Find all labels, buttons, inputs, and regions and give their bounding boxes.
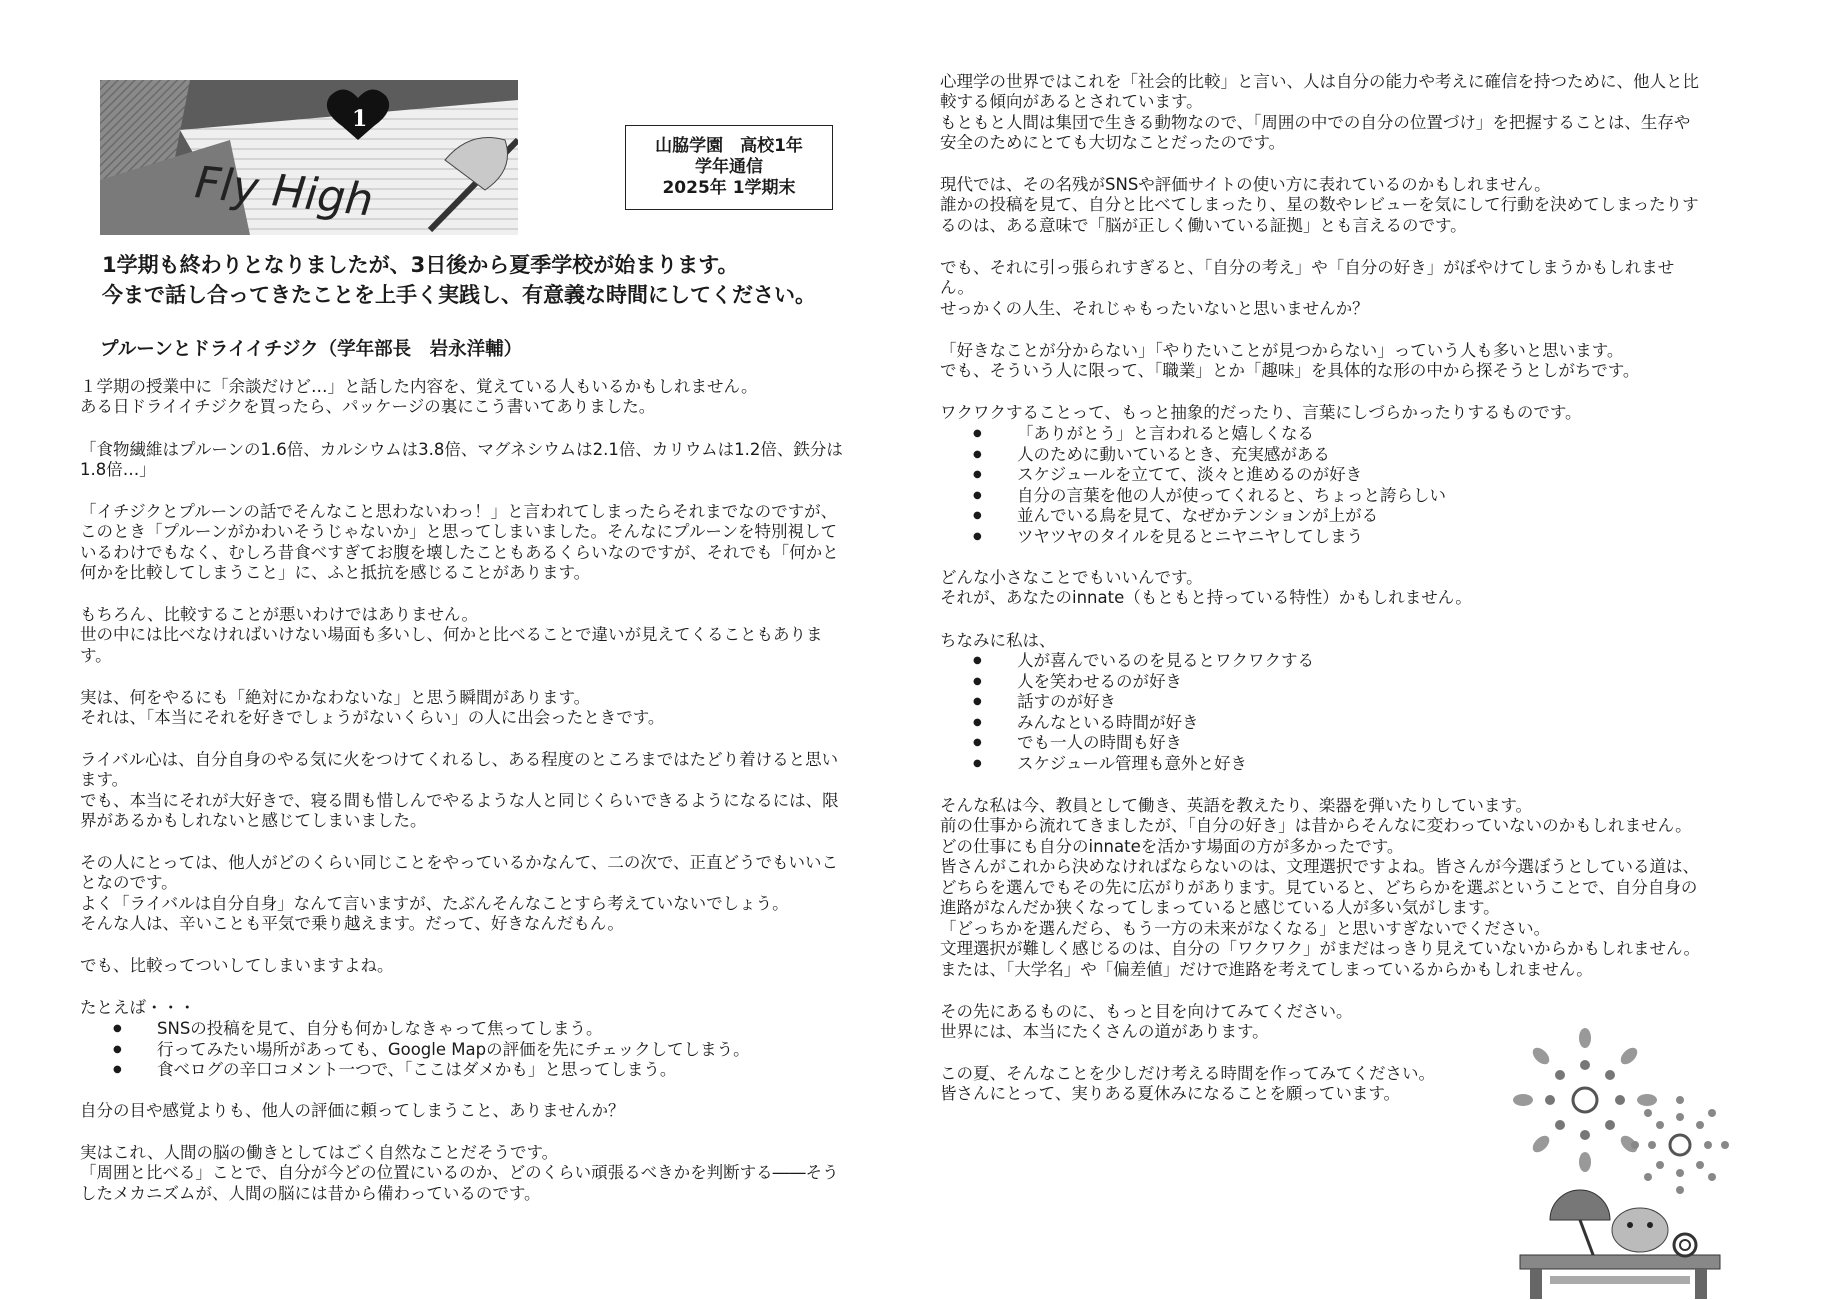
paragraph-line: 実は、何をやるにも「絶対にかなわないな」と思う瞬間があります。 (80, 688, 591, 707)
paragraph-line: 心理学の世界ではこれを「社会的比較」と言い、人は自分の能力や考えに確信を持つために、他人と比 (940, 72, 1699, 91)
paragraph-line: でも、本当にそれが大好きで、寝る間も惜しんでやるような人と同じくらいできるようになるには、限 (80, 791, 839, 810)
paragraph-line: または、「大学名」や「偏差値」だけで進路を考えてしまっているからかもしれません。 (940, 960, 1593, 979)
paragraph-line: 「イチジクとプルーンの話でそんなこと思わないわっ！」と言われてしまったらそれまでなのですが、 (80, 502, 838, 521)
paragraph-line: したメカニズムが、人間の脳には昔から備わっているのです。 (80, 1184, 541, 1203)
list-item: ● ツヤツヤのタイルを見るとニヤニヤしてしまう (973, 527, 1446, 548)
paragraph-line: それが、あなたのinnate（もともと持っている特性）かもしれません。 (940, 588, 1472, 607)
list-item: ● 人が喜んでいるのを見るとワクワクする (973, 651, 1314, 672)
list-item: ● SNSの投稿を見て、自分も何かしなきゃって焦ってしまう。 (113, 1019, 750, 1040)
paragraph-line: どちらを選んでもその先に広がりがあります。見ていると、どちらかを選ぶということで、自分自身の (940, 878, 1698, 897)
paragraph-line: す。 (80, 646, 112, 665)
paragraph-line: それは、「本当にそれを好きでしょうがないくらい」の人に出会ったときです。 (80, 708, 665, 727)
paragraph-line: その人にとっては、他人がどのくらい同じことをやっているかなんて、二の次で、正直どうでもいいこ (80, 853, 839, 872)
paragraph-line: どんな小さなことでもいいんです。 (940, 568, 1203, 587)
list-item: ● 並んでいる鳥を見て、なぜかテンションが上がる (973, 506, 1446, 527)
school-grade-label: 山脇学園 高校1年 (655, 136, 803, 156)
list-item: ● 人を笑わせるのが好き (973, 672, 1314, 693)
paragraph-line: 現代では、その名残がSNSや評価サイトの使い方に表れているのかもしれません。 (940, 175, 1551, 194)
issue-date-label: 2025年 1学期末 (662, 178, 796, 198)
paragraph-line: その先にあるものに、もっと目を向けてみてください。 (940, 1002, 1353, 1021)
paragraph-line: 較する傾向があるとされています。 (940, 92, 1203, 111)
paragraph-line: よく「ライバルは自分自身」なんて言いますが、たぶんそんなことすら考えていないでしょう。 (80, 894, 789, 913)
paragraph-line: でも、そういう人に限って、「職業」とか「趣味」を具体的な形の中から探そうとしがちです。 (940, 361, 1640, 380)
paragraph-line: このとき「プルーンがかわいそうじゃないか」と思ってしまいました。そんなにプルーンを特別視して (80, 522, 838, 541)
list-item: ● 「ありがとう」と言われると嬉しくなる (973, 424, 1446, 445)
newsletter-header-box (625, 125, 833, 210)
paragraph-line: １学期の授業中に「余談だけど…」と話した内容を、覚えている人もいるかもしれません。 (80, 377, 758, 396)
lead-line-1: 1学期も終わりとなりましたが、3日後から夏季学校が始まります。 (102, 253, 739, 277)
exciting-things-list (973, 424, 1446, 547)
paragraph-line: ちなみに私は、 (940, 631, 1056, 650)
list-item: ● 人のために動いているとき、充実感がある (973, 445, 1446, 466)
list-item: ● 話すのが好き (973, 692, 1314, 713)
paragraph-line: 1.8倍…」 (80, 460, 156, 479)
paragraph-line: いるわけでもなく、むしろ昔食べすぎてお腹を壊したこともあるくらいなのですが、それでも「何かと (80, 543, 839, 562)
list-item: ● でも一人の時間も好き (973, 733, 1314, 754)
paragraph-line: 「好きなことが分からない」「やりたいことが見つからない」っていう人も多いと思います。 (940, 341, 1624, 360)
paragraph-line: たとえば・・・ (80, 998, 196, 1017)
paragraph-line: ワクワクすることって、もっと抽象的だったり、言葉にしづらかったりするものです。 (940, 403, 1582, 422)
paragraph-line: 皆さんにとって、実りある夏休みになることを願っています。 (940, 1084, 1401, 1103)
paragraph-line: 実はこれ、人間の脳の働きとしてはごく自然なことだそうです。 (80, 1143, 559, 1162)
paragraph-line: そんな私は今、教員として働き、英語を教えたり、楽器を弾いたりしています。 (940, 796, 1533, 815)
paragraph-line: 「食物繊維はプルーンの1.6倍、カルシウムは3.8倍、マグネシウムは2.1倍、カリウムは1.2倍、鉄分は (80, 440, 843, 459)
paragraph-line: となのです。 (80, 873, 178, 892)
paragraph-line: もちろん、比較することが悪いわけではありません。 (80, 605, 478, 624)
paragraph-line: 誰かの投稿を見て、自分と比べてしまったり、星の数やレビューを気にして行動を決めてしまったりす (940, 195, 1699, 214)
paragraph-line: この夏、そんなことを少しだけ考える時間を作ってみてください。 (940, 1064, 1435, 1083)
author-likes-list (973, 651, 1314, 774)
newsletter-type-label: 学年通信 (695, 157, 763, 177)
lead-line-2: 今まで話し合ってきたことを上手く実践し、有意義な時間にしてください。 (102, 283, 816, 307)
paragraph-line: 世の中には比べなければいけない場面も多いし、何かと比べることで違いが見えてくることもありま (80, 625, 823, 644)
paragraph-line: ある日ドライイチジクを買ったら、パッケージの裏にこう書いてありました。 (80, 397, 656, 416)
logo-title: Fly High (192, 157, 376, 227)
paragraph-line: 前の仕事から流れてきましたが、「自分の好き」は昔からそんなに変わっていないのかもしれません。 (940, 816, 1692, 835)
paragraph-line: そんな人は、辛いことも平気で乗り越えます。だって、好きなんだもん。 (80, 914, 624, 933)
paragraph-line: でも、比較ってついしてしまいますよね。 (80, 956, 394, 975)
paragraph-line: どの仕事にも自分のinnateを活かす場面の方が多かったです。 (940, 837, 1404, 856)
article-heading: プルーンとドライイチジク（学年部長 岩永洋輔） (100, 339, 523, 360)
paragraph-line: 自分の目や感覚よりも、他人の評価に頼ってしまうこと、ありませんか？ (80, 1101, 625, 1120)
paragraph-line: 界があるかもしれないと感じてしまいました。 (80, 811, 427, 830)
paragraph-line: 「周囲と比べる」ことで、自分が今どの位置にいるのか、どのくらい頑張るべきかを判断する――そう (80, 1163, 839, 1182)
fly-high-logo (100, 80, 518, 235)
list-item: ● スケジュールを立てて、淡々と進めるのが好き (973, 465, 1446, 486)
list-item: ● みんなといる時間が好き (973, 713, 1314, 734)
paragraph-line: ん。 (940, 278, 974, 297)
paragraph-line: せっかくの人生、それじゃもったいないと思いませんか？ (940, 299, 1369, 318)
paragraph-line: 何かを比較してしまうこと」に、ふと抵抗を感じることがあります。 (80, 563, 591, 582)
paragraph-line: ます。 (80, 770, 129, 789)
paragraph-line: 世界には、本当にたくさんの道があります。 (940, 1022, 1269, 1041)
paragraph-line: ライバル心は、自分自身のやる気に火をつけてくれるし、ある程度のところまではたどり着けると思い (80, 750, 839, 769)
paragraph-line: 進路がなんだか狭くなってしまっていると感じている人が多い気がします。 (940, 898, 1500, 917)
list-item: ● 食べログの辛口コメント一つで、「ここはダメかも」と思ってしまう。 (113, 1060, 750, 1081)
paragraph-line: もともと人間は集団で生きる動物なので、「周囲の中での自分の位置づけ」を把握することは、生存や (940, 113, 1691, 132)
fireworks-illustration (1490, 1020, 1740, 1300)
paragraph-line: 皆さんがこれから決めなければならないのは、文理選択ですよね。皆さんが今選ぼうとしている道は、 (940, 857, 1699, 876)
logo-badge: 1 (352, 106, 368, 132)
paragraph-line: 安全のためにとても大切なことだったのです。 (940, 133, 1286, 152)
list-item: ● スケジュール管理も意外と好き (973, 754, 1314, 775)
example-list (113, 1019, 750, 1081)
paragraph-line: 文理選択が難しく感じるのは、自分の「ワクワク」がまだはっきり見えていないからかもしれません。 (940, 939, 1700, 958)
paragraph-line: 「どっちかを選んだら、もう一方の未来がなくなる」と思いすぎないでください。 (940, 919, 1551, 938)
list-item: ● 自分の言葉を他の人が使ってくれると、ちょっと誇らしい (973, 486, 1446, 507)
list-item: ● 行ってみたい場所があっても、Google Mapの評価を先にチェックしてしまう。 (113, 1040, 750, 1061)
paragraph-line: るのは、ある意味で「脳が正しく働いている証拠」とも言えるのです。 (940, 216, 1467, 235)
paragraph-line: でも、それに引っ張られすぎると、「自分の考え」や「自分の好き」がぼやけてしまうかもしれませ (940, 258, 1675, 277)
